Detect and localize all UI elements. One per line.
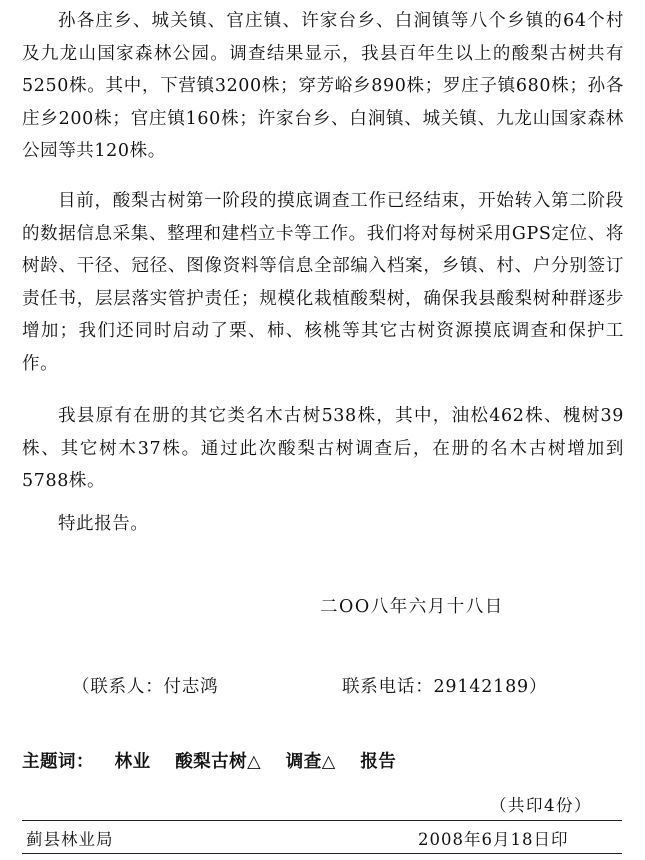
subject-keyword: 报告 — [360, 752, 397, 772]
contact-line — [72, 673, 547, 698]
print-date: 2008年6月18日印 — [418, 830, 569, 849]
subject-keyword: 调查△ — [285, 752, 336, 772]
footer-rule-top — [22, 820, 622, 821]
signature-date: 二OO八年六月十八日 — [320, 597, 504, 617]
closing-remark: 特此报告。 — [58, 514, 149, 534]
subject-keyword: 林业 — [114, 752, 151, 772]
copies-count: （共印4份） — [490, 796, 592, 815]
contact-person: （联系人：付志鸿 — [72, 677, 219, 697]
body-paragraph-1: 孙各庄乡、城关镇、官庄镇、许家台乡、白涧镇等八个乡镇的64个村及九龙山国家森林公园。调查结果显示，我县百年生以上的酸梨古树共有5250株。其中，下营镇3200株；穿芳峪乡890株；罗庄子镇680株；孙各庄乡200株；官庄镇160株；许家台乡、白涧镇、城关镇、九龙山国家森林公园等共120株。 — [22, 11, 624, 162]
contact-phone: 联系电话：29142189） — [342, 677, 548, 697]
body-paragraph-2: 目前，酸梨古树第一阶段的摸底调查工作已经结束，开始转入第二阶段的数据信息采集、整理和建档立卡等工作。我们将对每树采用GPS定位、将树龄、干径、冠径、图像资料等信息全部编入档案，乡镇、村、户分别签订责任书，层层落实管护责任；规模化栽植酸梨树，确保我县酸梨树种群逐步增加；我们还同时启动了栗、柿、核桃等其它古树资源摸底调查和保护工作。 — [22, 191, 624, 374]
issuer-name: 蓟县林业局 — [26, 830, 114, 849]
footer-rule-bottom — [22, 853, 622, 854]
subject-keyword: 酸梨古树△ — [175, 752, 262, 772]
subject-keywords — [22, 748, 414, 773]
body-paragraph-3: 我县原有在册的其它类名木古树538株，其中，油松462株、槐树39株、其它树木37株。通过此次酸梨古树调查后，在册的名木古树增加到5788株。 — [22, 406, 624, 492]
subject-label: 主题词： — [22, 752, 94, 772]
